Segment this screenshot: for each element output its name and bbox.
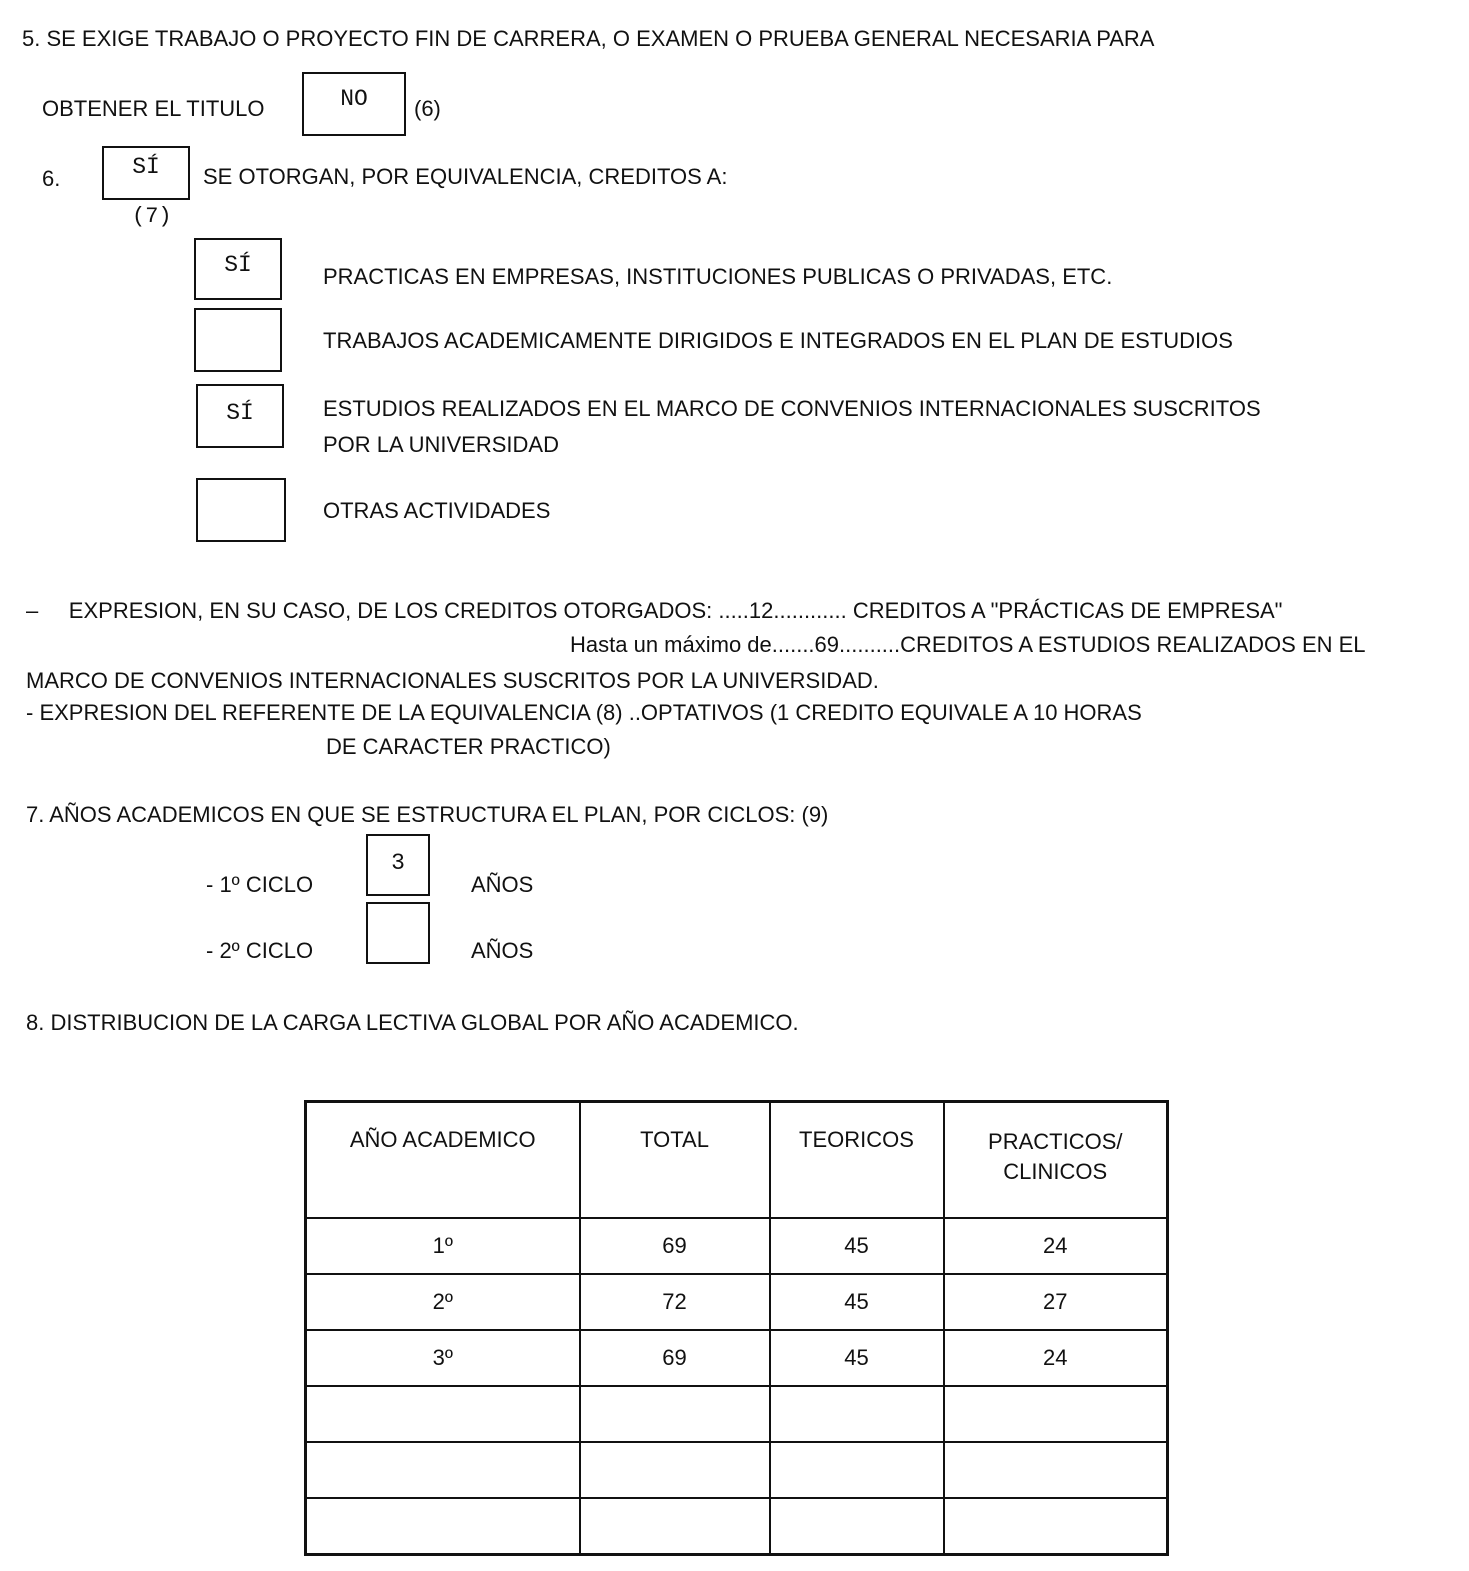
note-7: (7) bbox=[132, 204, 172, 229]
practicas-empresas-value: SÍ bbox=[224, 252, 252, 278]
cell-ano bbox=[306, 1498, 580, 1555]
ciclo-2-label: - 2º CICLO bbox=[206, 938, 314, 963]
cell-practicos: 24 bbox=[944, 1218, 1168, 1274]
col-header-teoricos: TEORICOS bbox=[770, 1102, 944, 1219]
cell-practicos bbox=[944, 1442, 1168, 1498]
table-row bbox=[306, 1218, 1168, 1274]
table-row bbox=[306, 1442, 1168, 1498]
section-5-heading: 5. SE EXIGE TRABAJO O PROYECTO FIN DE CARRERA, O EXAMEN O PRUEBA GENERAL NECESARIA PARA bbox=[22, 26, 1155, 51]
cell-total: 69 bbox=[580, 1218, 770, 1274]
cell-ano bbox=[306, 1386, 580, 1442]
otras-actividades-checkbox[interactable] bbox=[196, 478, 286, 542]
convenios-internacionales-label-2: POR LA UNIVERSIDAD bbox=[323, 432, 559, 457]
col-header-ano-academico: AÑO ACADEMICO bbox=[306, 1102, 580, 1219]
cell-total bbox=[580, 1498, 770, 1555]
cell-total: 72 bbox=[580, 1274, 770, 1330]
cell-ano: 2º bbox=[306, 1274, 580, 1330]
cell-practicos bbox=[944, 1498, 1168, 1555]
practicas-empresas-checkbox[interactable] bbox=[194, 238, 282, 300]
section-8-heading: 8. DISTRIBUCION DE LA CARGA LECTIVA GLOBAL POR AÑO ACADEMICO. bbox=[26, 1010, 799, 1035]
table-row bbox=[306, 1330, 1168, 1386]
cell-total bbox=[580, 1386, 770, 1442]
section-7-heading: 7. AÑOS ACADEMICOS EN QUE SE ESTRUCTURA EL PLAN, POR CICLOS: (9) bbox=[26, 802, 829, 827]
col-header-practicos: PRACTICOS/ bbox=[988, 1129, 1123, 1154]
cell-teoricos bbox=[770, 1498, 944, 1555]
convenios-internacionales-label: ESTUDIOS REALIZADOS EN EL MARCO DE CONVENIOS INTERNACIONALES SUSCRITOS bbox=[323, 396, 1261, 421]
expresion-creditos-line-1: – EXPRESION, EN SU CASO, DE LOS CREDITOS OTORGADOS: .....12............ CREDITOS A "PRÁCTICAS DE EMPRESA" bbox=[26, 598, 1283, 623]
practicas-empresas-label: PRACTICAS EN EMPRESAS, INSTITUCIONES PUBLICAS O PRIVADAS, ETC. bbox=[323, 264, 1113, 289]
col-header-clinicos: CLINICOS bbox=[1003, 1159, 1108, 1184]
convenios-internacionales-value: SÍ bbox=[226, 400, 254, 426]
col-header-total: TOTAL bbox=[580, 1102, 770, 1219]
trabajos-dirigidos-label: TRABAJOS ACADEMICAMENTE DIRIGIDOS E INTEGRADOS EN EL PLAN DE ESTUDIOS bbox=[323, 328, 1233, 353]
proyecto-fin-carrera-value: NO bbox=[340, 86, 368, 112]
cell-total bbox=[580, 1442, 770, 1498]
ciclo-1-label: - 1º CICLO bbox=[206, 872, 314, 897]
cell-teoricos: 45 bbox=[770, 1218, 944, 1274]
ciclo-1-years-value: 3 bbox=[391, 850, 405, 876]
cell-practicos bbox=[944, 1386, 1168, 1442]
ciclo-1-years-field[interactable] bbox=[366, 834, 430, 896]
cell-practicos: 24 bbox=[944, 1330, 1168, 1386]
ciclo-2-years-field[interactable] bbox=[366, 902, 430, 964]
section-6-heading: SE OTORGAN, POR EQUIVALENCIA, CREDITOS A: bbox=[203, 164, 728, 189]
table-row bbox=[306, 1274, 1168, 1330]
cell-practicos: 27 bbox=[944, 1274, 1168, 1330]
cell-ano: 3º bbox=[306, 1330, 580, 1386]
creditos-equivalencia-field[interactable] bbox=[102, 146, 190, 200]
creditos-equivalencia-value: SÍ bbox=[132, 154, 160, 180]
table-header-row bbox=[306, 1102, 1168, 1219]
ciclo-1-unit: AÑOS bbox=[471, 872, 534, 897]
carga-lectiva-table bbox=[304, 1100, 1169, 1556]
referente-equivalencia-line-2: DE CARACTER PRACTICO) bbox=[326, 734, 611, 759]
cell-ano bbox=[306, 1442, 580, 1498]
referente-equivalencia-line-1: - EXPRESION DEL REFERENTE DE LA EQUIVALENCIA (8) ..OPTATIVOS (1 CREDITO EQUIVALE A 10 HORAS bbox=[26, 700, 1142, 725]
cell-total: 69 bbox=[580, 1330, 770, 1386]
convenios-internacionales-checkbox[interactable] bbox=[196, 384, 284, 448]
obtener-titulo-label: OBTENER EL TITULO bbox=[42, 96, 265, 121]
cell-teoricos bbox=[770, 1386, 944, 1442]
table-row bbox=[306, 1498, 1168, 1555]
cell-ano: 1º bbox=[306, 1218, 580, 1274]
cell-teoricos bbox=[770, 1442, 944, 1498]
trabajos-dirigidos-checkbox[interactable] bbox=[194, 308, 282, 372]
expresion-creditos-line-3: MARCO DE CONVENIOS INTERNACIONALES SUSCRITOS POR LA UNIVERSIDAD. bbox=[26, 668, 879, 693]
col-header-practicos-clinicos bbox=[944, 1102, 1168, 1219]
cell-teoricos: 45 bbox=[770, 1274, 944, 1330]
ciclo-2-unit: AÑOS bbox=[471, 938, 534, 963]
note-6: (6) bbox=[414, 96, 441, 121]
proyecto-fin-carrera-field[interactable] bbox=[302, 72, 406, 136]
table-row bbox=[306, 1386, 1168, 1442]
section-6-number: 6. bbox=[42, 166, 61, 191]
expresion-creditos-line-2: Hasta un máximo de.......69..........CREDITOS A ESTUDIOS REALIZADOS EN EL bbox=[570, 632, 1366, 657]
cell-teoricos: 45 bbox=[770, 1330, 944, 1386]
otras-actividades-label: OTRAS ACTIVIDADES bbox=[323, 498, 551, 523]
